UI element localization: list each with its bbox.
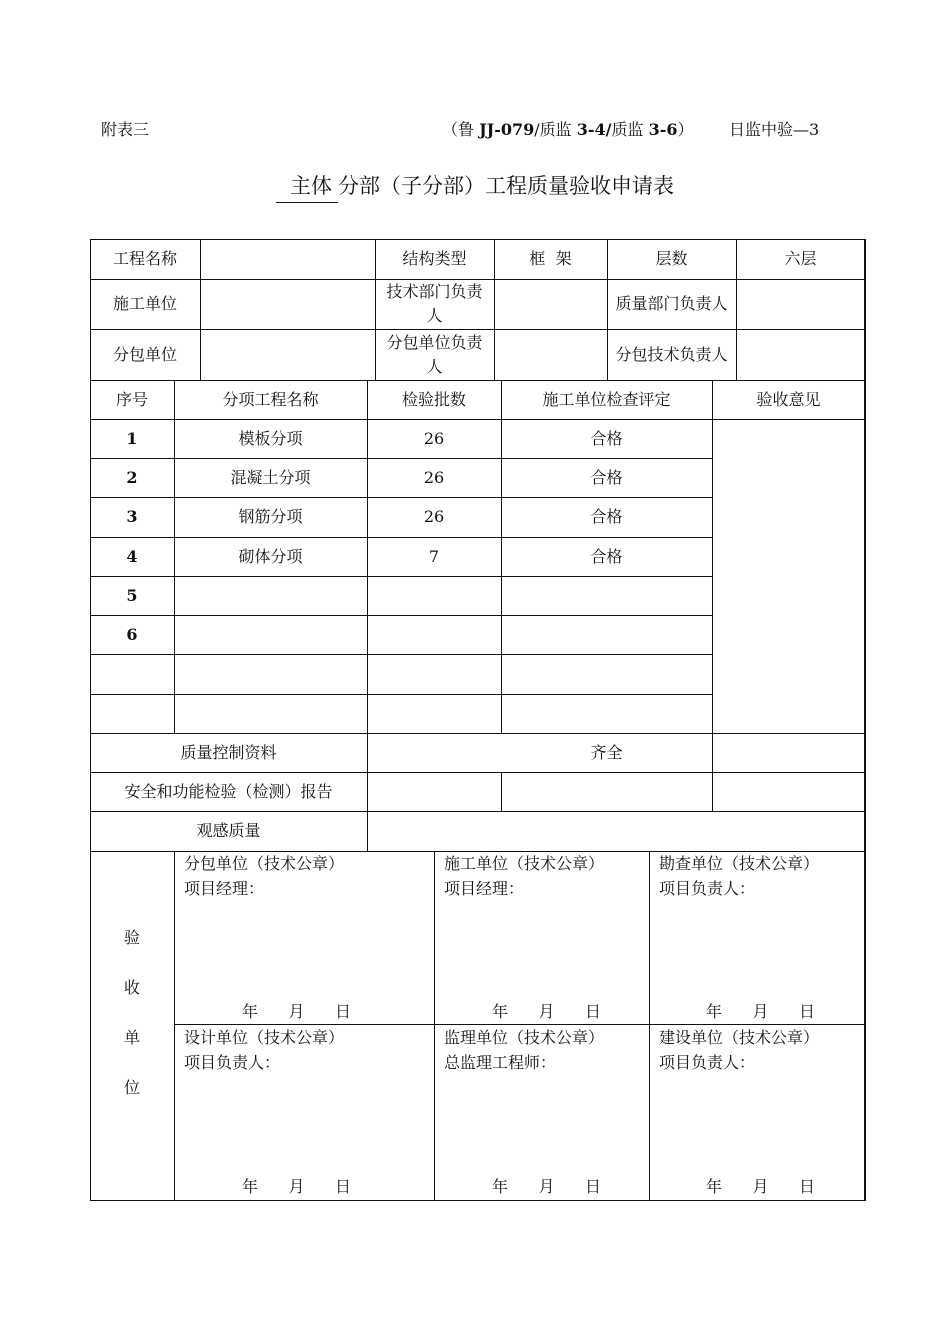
- item-batches[interactable]: 26: [423, 507, 445, 526]
- item-batches[interactable]: [367, 654, 501, 694]
- item-name[interactable]: [174, 694, 367, 733]
- item-evaluation[interactable]: [501, 615, 712, 654]
- signature-unit: 设计单位（技术公章）: [184, 1028, 345, 1047]
- safety-report-label: 安全和功能检验（检测）报告: [124, 781, 333, 801]
- quality-control-value[interactable]: 齐全: [590, 742, 623, 762]
- signature-role: 项目负责人：: [184, 1053, 281, 1072]
- sub-head-label: 分包单位负责人: [386, 332, 483, 376]
- acceptance-label-char: 验: [124, 928, 141, 947]
- floors-value[interactable]: 六层: [784, 249, 817, 268]
- signature-role: 项目经理：: [184, 879, 265, 898]
- item-no: 1: [126, 428, 138, 448]
- acceptance-label-char: 单: [124, 1028, 141, 1047]
- form-code-segment: 3-4/: [576, 120, 612, 139]
- signature-unit: 监理单位（技术公章）: [444, 1028, 605, 1047]
- item-no: 2: [126, 467, 138, 487]
- form-code-segment: /质监: [534, 120, 577, 139]
- item-batches[interactable]: 7: [428, 546, 440, 566]
- form-code-segment: （鲁: [442, 120, 480, 139]
- col-header-evaluation: 施工单位检查评定: [542, 389, 671, 409]
- item-name[interactable]: 混凝土分项: [230, 467, 311, 487]
- signature-date[interactable]: 年 月 日: [706, 1177, 816, 1196]
- contractor-value[interactable]: [200, 279, 375, 329]
- signature-unit: 勘查单位（技术公章）: [659, 854, 820, 873]
- sub-tech-head-label: 分包技术负责人: [615, 344, 728, 364]
- signature-role: 项目负责人：: [659, 879, 756, 898]
- form-code-segment: 质监: [611, 120, 649, 139]
- acceptance-label-char: 收: [124, 978, 141, 997]
- sub-head-value[interactable]: [494, 329, 607, 380]
- item-no: [90, 694, 174, 733]
- signature-date[interactable]: 年 月 日: [706, 1002, 816, 1021]
- item-evaluation[interactable]: 合格: [590, 467, 623, 487]
- item-no: 5: [126, 585, 138, 605]
- item-batches[interactable]: [367, 615, 501, 654]
- quality-control-label: 质量控制资料: [180, 742, 277, 762]
- item-evaluation[interactable]: 合格: [590, 507, 623, 526]
- structure-type-label: 结构类型: [402, 249, 467, 268]
- item-name[interactable]: 模板分项: [238, 428, 303, 448]
- project-name-label: 工程名称: [112, 249, 177, 268]
- acceptance-opinion-cell[interactable]: [712, 419, 865, 733]
- col-header-item-name: 分项工程名称: [222, 389, 319, 409]
- item-evaluation[interactable]: 合格: [590, 428, 623, 448]
- signature-role: 项目负责人：: [659, 1053, 756, 1072]
- quality-head-label: 质量部门负责人: [615, 294, 728, 313]
- signature-date[interactable]: 年 月 日: [492, 1002, 602, 1021]
- item-name[interactable]: 砌体分项: [238, 546, 303, 566]
- acceptance-label-char: 位: [124, 1078, 141, 1097]
- item-no: [90, 654, 174, 694]
- signature-unit: 分包单位（技术公章）: [184, 854, 345, 873]
- col-header-opinion: 验收意见: [756, 389, 821, 409]
- tech-head-label: 技术部门负责人: [386, 282, 483, 325]
- signature-date[interactable]: 年 月 日: [242, 1177, 352, 1196]
- form-code-segment: JJ-079: [479, 120, 535, 139]
- item-name[interactable]: [174, 615, 367, 654]
- item-no: 3: [126, 507, 138, 526]
- quality-head-value[interactable]: [736, 279, 865, 329]
- form-code-segment: ）: [677, 120, 694, 139]
- signature-unit: 建设单位（技术公章）: [659, 1028, 820, 1047]
- item-batches[interactable]: [367, 694, 501, 733]
- item-evaluation[interactable]: 合格: [590, 546, 623, 566]
- contractor-label: 施工单位: [112, 294, 177, 313]
- form-code-segment: 3-6: [648, 120, 678, 139]
- title-underlined-part: 主体: [276, 170, 338, 203]
- item-batches[interactable]: 26: [423, 428, 445, 448]
- floors-label: 层数: [655, 249, 688, 268]
- project-name-value[interactable]: [200, 239, 375, 279]
- item-no: 6: [126, 624, 138, 644]
- item-batches[interactable]: 26: [423, 467, 445, 487]
- signature-date[interactable]: 年 月 日: [492, 1177, 602, 1196]
- subcontractor-value[interactable]: [200, 329, 375, 380]
- item-batches[interactable]: [367, 576, 501, 615]
- item-evaluation[interactable]: [501, 576, 712, 615]
- signature-role: 总监理工程师：: [444, 1053, 557, 1072]
- form-code: [442, 117, 694, 140]
- item-no: 4: [126, 546, 138, 566]
- item-evaluation[interactable]: [501, 654, 712, 694]
- item-name[interactable]: 钢筋分项: [238, 507, 303, 526]
- col-header-no: 序号: [115, 389, 148, 409]
- title-rest: 分部（子分部）工程质量验收申请表: [338, 174, 674, 198]
- appendix-label: 附表三: [101, 120, 150, 139]
- item-evaluation[interactable]: [501, 694, 712, 733]
- form-title: [0, 170, 950, 203]
- col-header-batches: 检验批数: [401, 389, 466, 409]
- sub-tech-head-value[interactable]: [736, 329, 865, 380]
- item-name[interactable]: [174, 654, 367, 694]
- form-series: 日监中验—3: [729, 120, 820, 139]
- item-name[interactable]: [174, 576, 367, 615]
- signature-date[interactable]: 年 月 日: [242, 1002, 352, 1021]
- appearance-quality-label: 观感质量: [196, 821, 261, 840]
- signature-unit: 施工单位（技术公章）: [444, 854, 605, 873]
- tech-head-value[interactable]: [494, 279, 607, 329]
- signature-role: 项目经理：: [444, 879, 525, 898]
- subcontractor-label: 分包单位: [112, 344, 177, 364]
- structure-type-value[interactable]: 框 架: [529, 249, 572, 268]
